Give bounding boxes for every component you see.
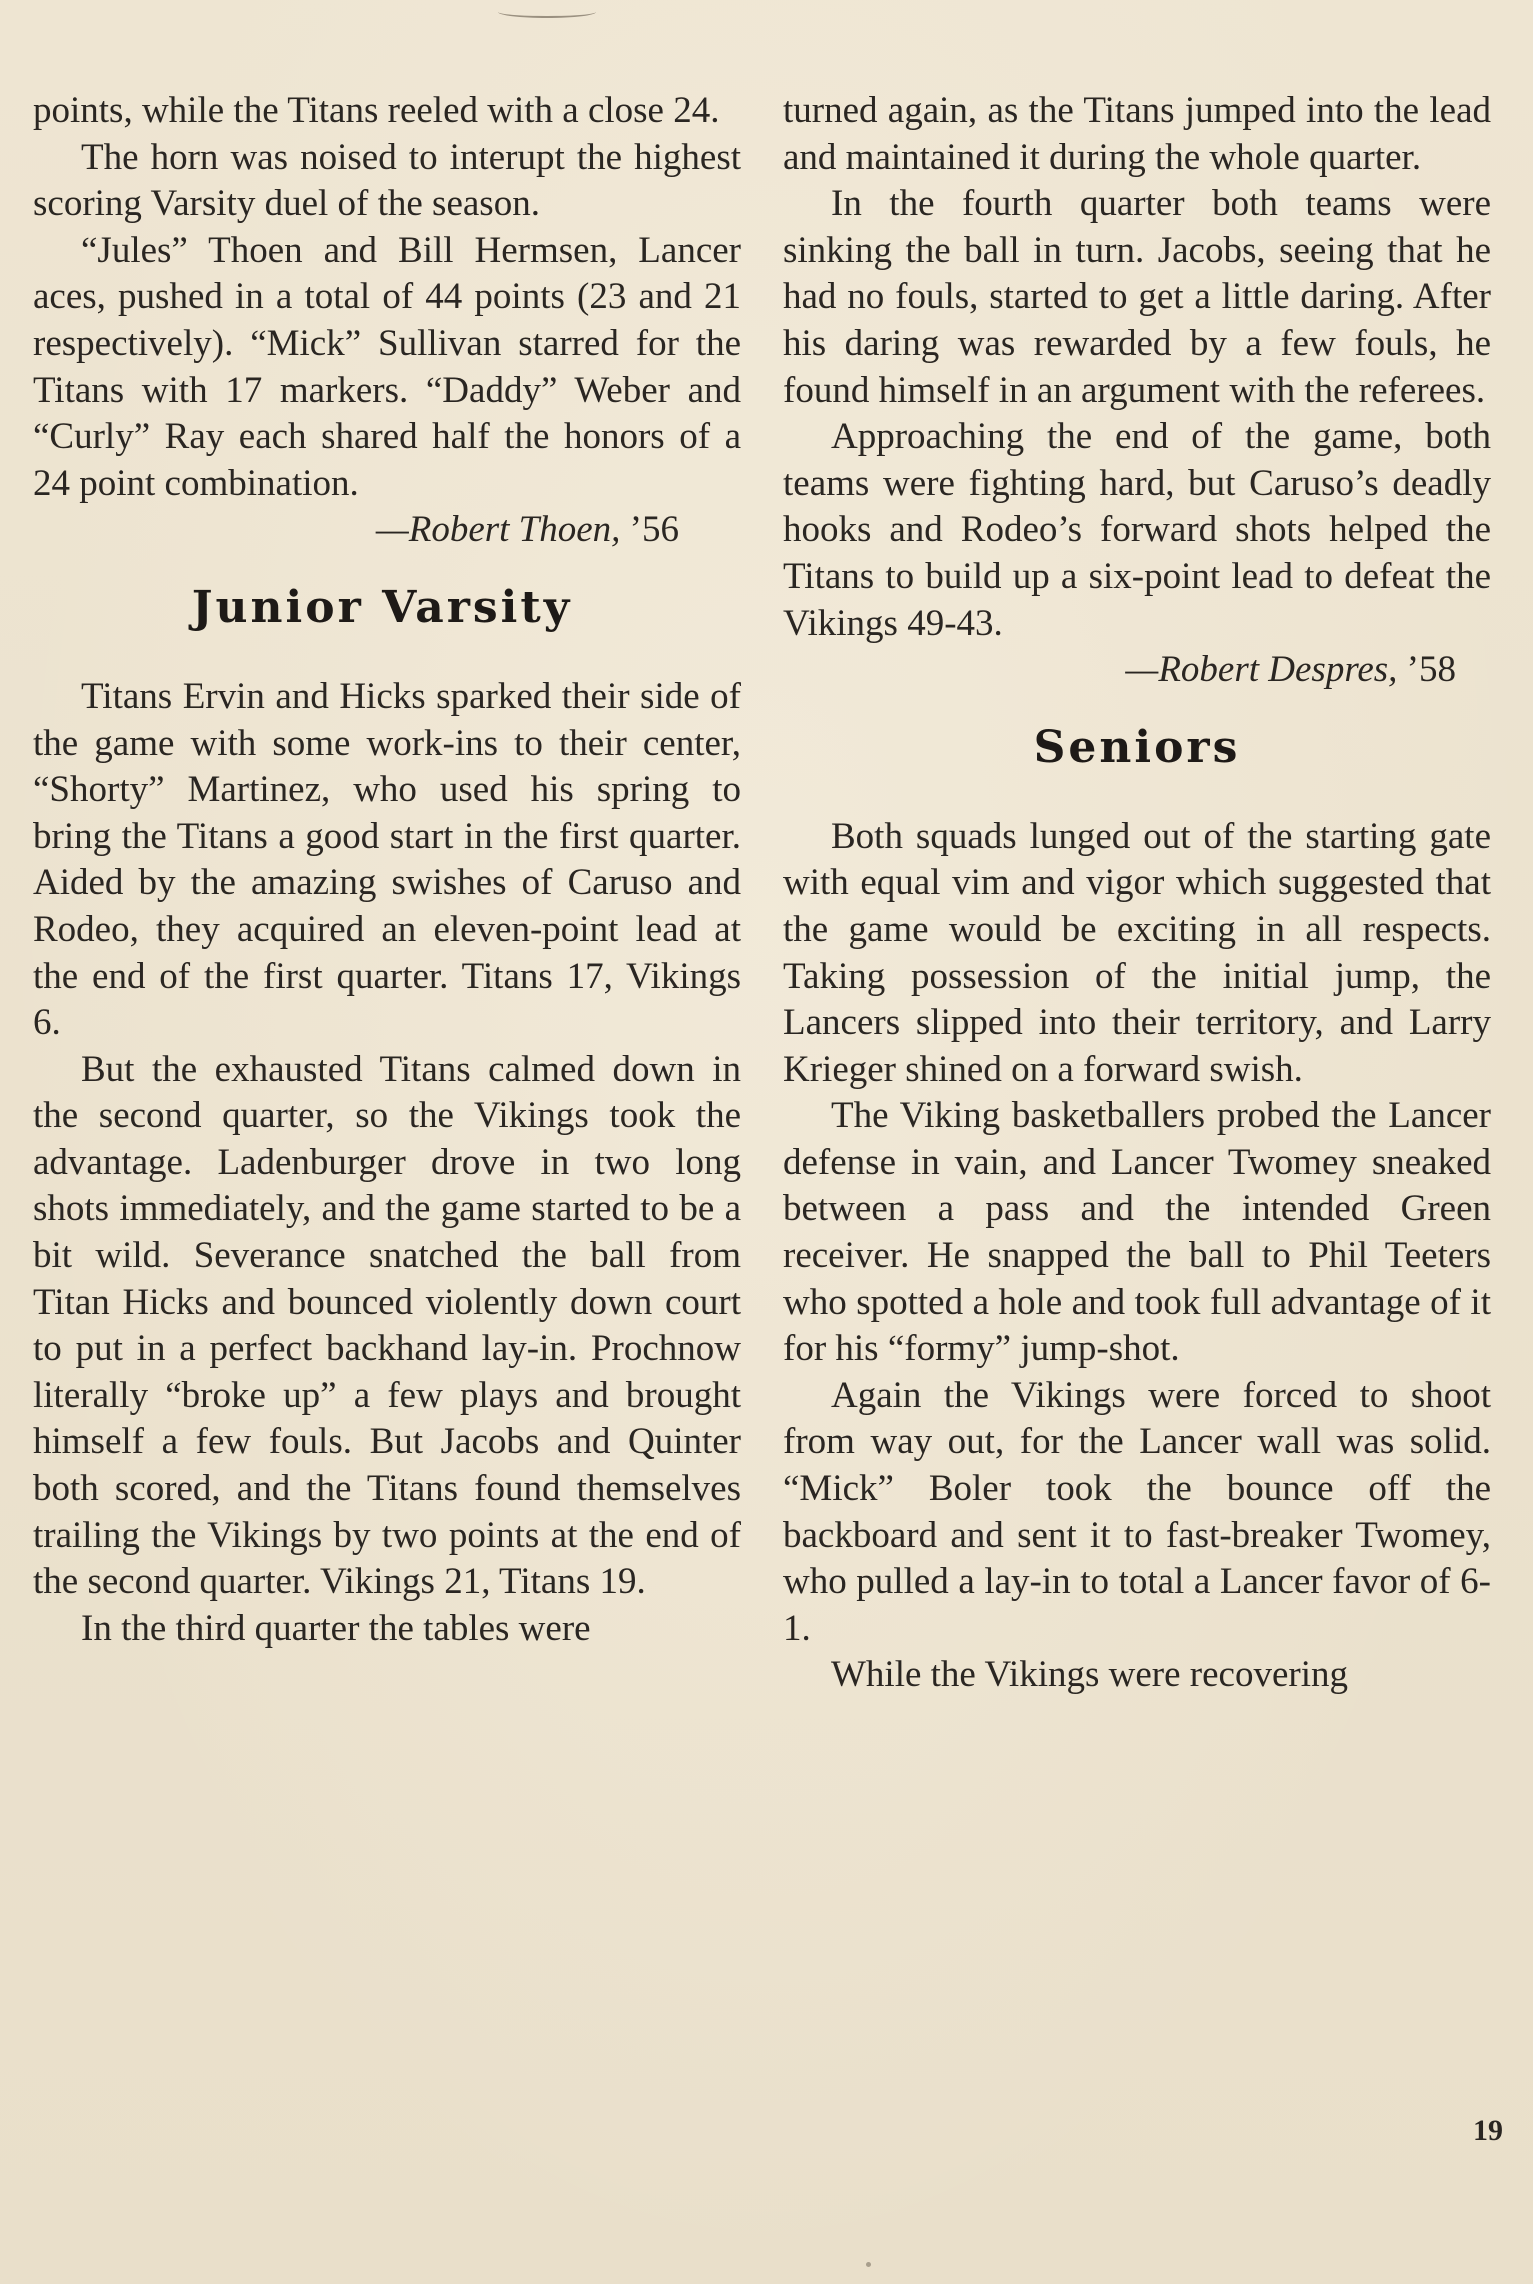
byline-author: —Robert Thoen, bbox=[375, 509, 621, 551]
section-title-seniors: Seniors bbox=[1033, 721, 1241, 773]
byline-author: —Robert Despres, bbox=[1125, 649, 1398, 691]
section-title-junior-varsity: Junior Varsity bbox=[191, 581, 573, 633]
byline bbox=[33, 507, 741, 554]
page-number: 19 bbox=[1473, 2114, 1503, 2147]
paragraph: The Viking basketballers probed the Lancer defense in vain, and Lancer Twomey sneaked between a pass and the intended Green receiver. He snapped the ball to Phil Teeters who spotted a hole and took full advantage of it for his “formy” jump-shot. bbox=[783, 1095, 1491, 1370]
paragraph: points, while the Titans reeled with a close 24. bbox=[33, 90, 720, 131]
paper-speck bbox=[866, 2262, 871, 2267]
paragraph: “Jules” Thoen and Bill Hermsen, Lancer aces, pushed in a total of 44 points (23 and 21 respectively). “Mick” Sullivan starred for the Titans with 17 markers. “Daddy” Weber and “Curly” Ray each shared half the honors of a 24 point combination. bbox=[33, 229, 741, 504]
binding-mark bbox=[498, 6, 596, 18]
right-column bbox=[783, 88, 1491, 1699]
byline-year: ’56 bbox=[629, 509, 679, 551]
paragraph: While the Vikings were recovering bbox=[831, 1654, 1348, 1696]
byline-year: ’58 bbox=[1406, 649, 1456, 691]
paragraph: The horn was noised to interupt the highest scoring Varsity duel of the season. bbox=[33, 136, 741, 225]
paragraph: turned again, as the Titans jumped into the lead and maintained it during the whole quarter. bbox=[783, 90, 1491, 178]
paragraph: Both squads lunged out of the starting gate with equal vim and vigor which suggested that the game would be exciting in all respects. Taking possession of the initial jump, the Lancers slipped into their territory, and Larry Krieger shined on a forward swish. bbox=[783, 815, 1491, 1090]
paragraph: Titans Ervin and Hicks sparked their side of the game with some work-ins to their center, “Shorty” Martinez, who used his spring to bring the Titans a good start in the first quarter. Aided by the amazing swishes of Caruso and Rodeo, they acquired an eleven-point lead at the end of the first quarter. Titans 17, Vikings 6. bbox=[33, 675, 741, 1044]
paragraph: Again the Vikings were forced to shoot from way out, for the Lancer wall was solid. “Mick” Boler took the bounce off the backboard and sent it to fast-breaker Twomey, who pulled a lay-in to total a Lancer favor of 6-1. bbox=[783, 1374, 1491, 1649]
paragraph: In the fourth quarter both teams were sinking the ball in turn. Jacobs, seeing that he had no fouls, started to get a little daring. After his daring was rewarded by a few fouls, he found himself in an argument with the referees. bbox=[783, 183, 1491, 411]
left-column bbox=[33, 88, 741, 1652]
paragraph: Approaching the end of the game, both teams were fighting hard, but Caruso’s deadly hooks and Rodeo’s forward shots helped the Titans to build up a six-point lead to defeat the Vikings 49-43. bbox=[783, 416, 1491, 644]
paragraph: In the third quarter the tables were bbox=[81, 1607, 591, 1649]
paragraph: But the exhausted Titans calmed down in the second quarter, so the Vikings took the advantage. Ladenburger drove in two long shots immediately, and the game started to be a bit wild. Severance snatched the ball from Titan Hicks and bounced violently down court to put in a perfect backhand lay-in. Prochnow literally “broke up” a few plays and brought himself a few fouls. But Jacobs and Quinter both scored, and the Titans found themselves trailing the Vikings by two points at the end of the second quarter. Vikings 21, Titans 19. bbox=[33, 1048, 741, 1603]
byline bbox=[783, 647, 1491, 694]
